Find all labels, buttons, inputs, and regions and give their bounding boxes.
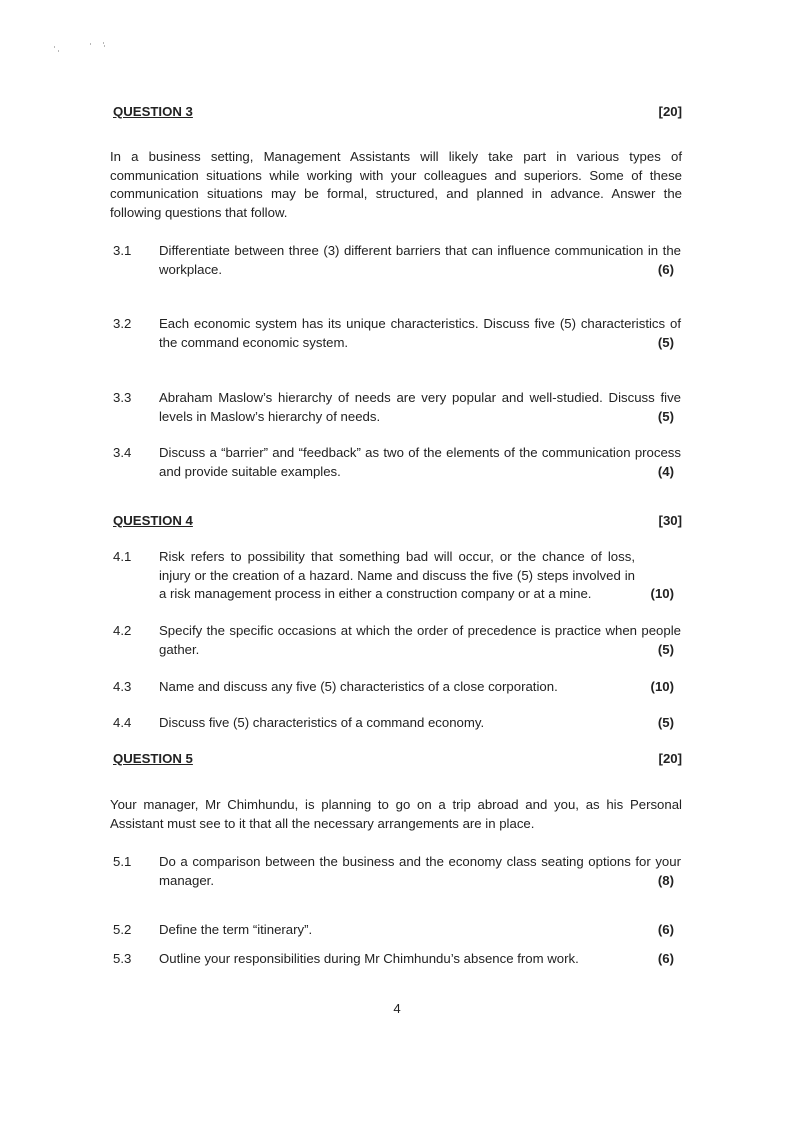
section-total-marks: [30] [658,513,682,528]
question-marks: (5) [657,641,674,657]
question-item [113,714,682,734]
question-item [113,950,682,970]
section-title: QUESTION 3 [113,104,193,119]
question-text: Risk refers to possibility that something bad will occur, or the chance of loss, injury or the creation of a hazard. Name and discuss the five (5) steps involved in a risk management process in either a construction company or at a mine. [159,549,635,602]
question-number: 5.2 [113,922,132,937]
question-number: 4.1 [113,549,132,564]
question-item [113,853,682,893]
question-text: Differentiate between three (3) different barriers that can influence communication in the workplace. [159,243,681,277]
question-number: 5.1 [113,854,132,869]
question-marks: (10) [650,586,674,602]
question-text: Outline your responsibilities during Mr Chimhundu’s absence from work. [159,951,579,966]
question-marks: (6) [657,951,674,966]
question-3-intro: In a business setting, Management Assistants will likely take part in various types of communication situations while working with your colleagues and superiors. Some of these communication situations may be formal, structured, and planned in advance. Answer the following questions that follow. [110,149,682,220]
question-item [113,622,682,662]
question-number: 4.2 [113,623,132,638]
section-total-marks: [20] [658,104,682,119]
question-marks: (6) [657,922,674,937]
question-item [113,921,682,941]
question-item [113,389,682,429]
question-3-header [113,104,682,122]
question-item [113,315,682,355]
question-item [113,242,682,282]
question-text: Abraham Maslow’s hierarchy of needs are very popular and well-studied. Discuss five levels in Maslow’s hierarchy of needs. [159,390,681,424]
question-text: Name and discuss any five (5) characteristics of a close corporation. [159,679,558,694]
question-item [113,678,682,698]
page-number: 4 [393,1001,401,1016]
question-number: 3.3 [113,390,132,405]
question-marks: (4) [657,463,674,479]
question-marks: (5) [657,408,674,424]
question-number: 3.1 [113,243,132,258]
question-number: 4.3 [113,679,132,694]
question-marks: (6) [657,261,674,277]
question-number: 3.4 [113,445,132,460]
section-title: QUESTION 5 [113,751,193,766]
question-text: Specify the specific occasions at which the order of precedence is practice when people gather. [159,623,681,657]
question-5-header [113,751,682,769]
question-marks: (8) [657,872,674,888]
question-item [113,444,682,484]
question-4-header [113,513,682,531]
question-text: Define the term “itinerary”. [159,922,313,937]
question-number: 4.4 [113,715,132,730]
question-text: Do a comparison between the business and the economy class seating options for your manager. [159,854,681,888]
question-marks: (10) [650,679,674,694]
question-text: Each economic system has its unique characteristics. Discuss five (5) characteristics of the command economic system. [159,316,681,350]
section-title: QUESTION 4 [113,513,193,528]
question-text: Discuss a “barrier” and “feedback” as two of the elements of the communication process and provide suitable examples. [159,445,681,479]
question-text: Discuss five (5) characteristics of a command economy. [159,715,485,730]
question-item [113,548,682,606]
question-number: 5.3 [113,951,132,966]
scan-artifacts [52,42,112,54]
question-marks: (5) [657,715,674,730]
question-5-intro: Your manager, Mr Chimhundu, is planning to go on a trip abroad and you, as his Personal Assistant must see to it that all the necessary arrangements are in place. [110,797,682,831]
question-number: 3.2 [113,316,132,331]
question-marks: (5) [657,334,674,350]
section-total-marks: [20] [658,751,682,766]
